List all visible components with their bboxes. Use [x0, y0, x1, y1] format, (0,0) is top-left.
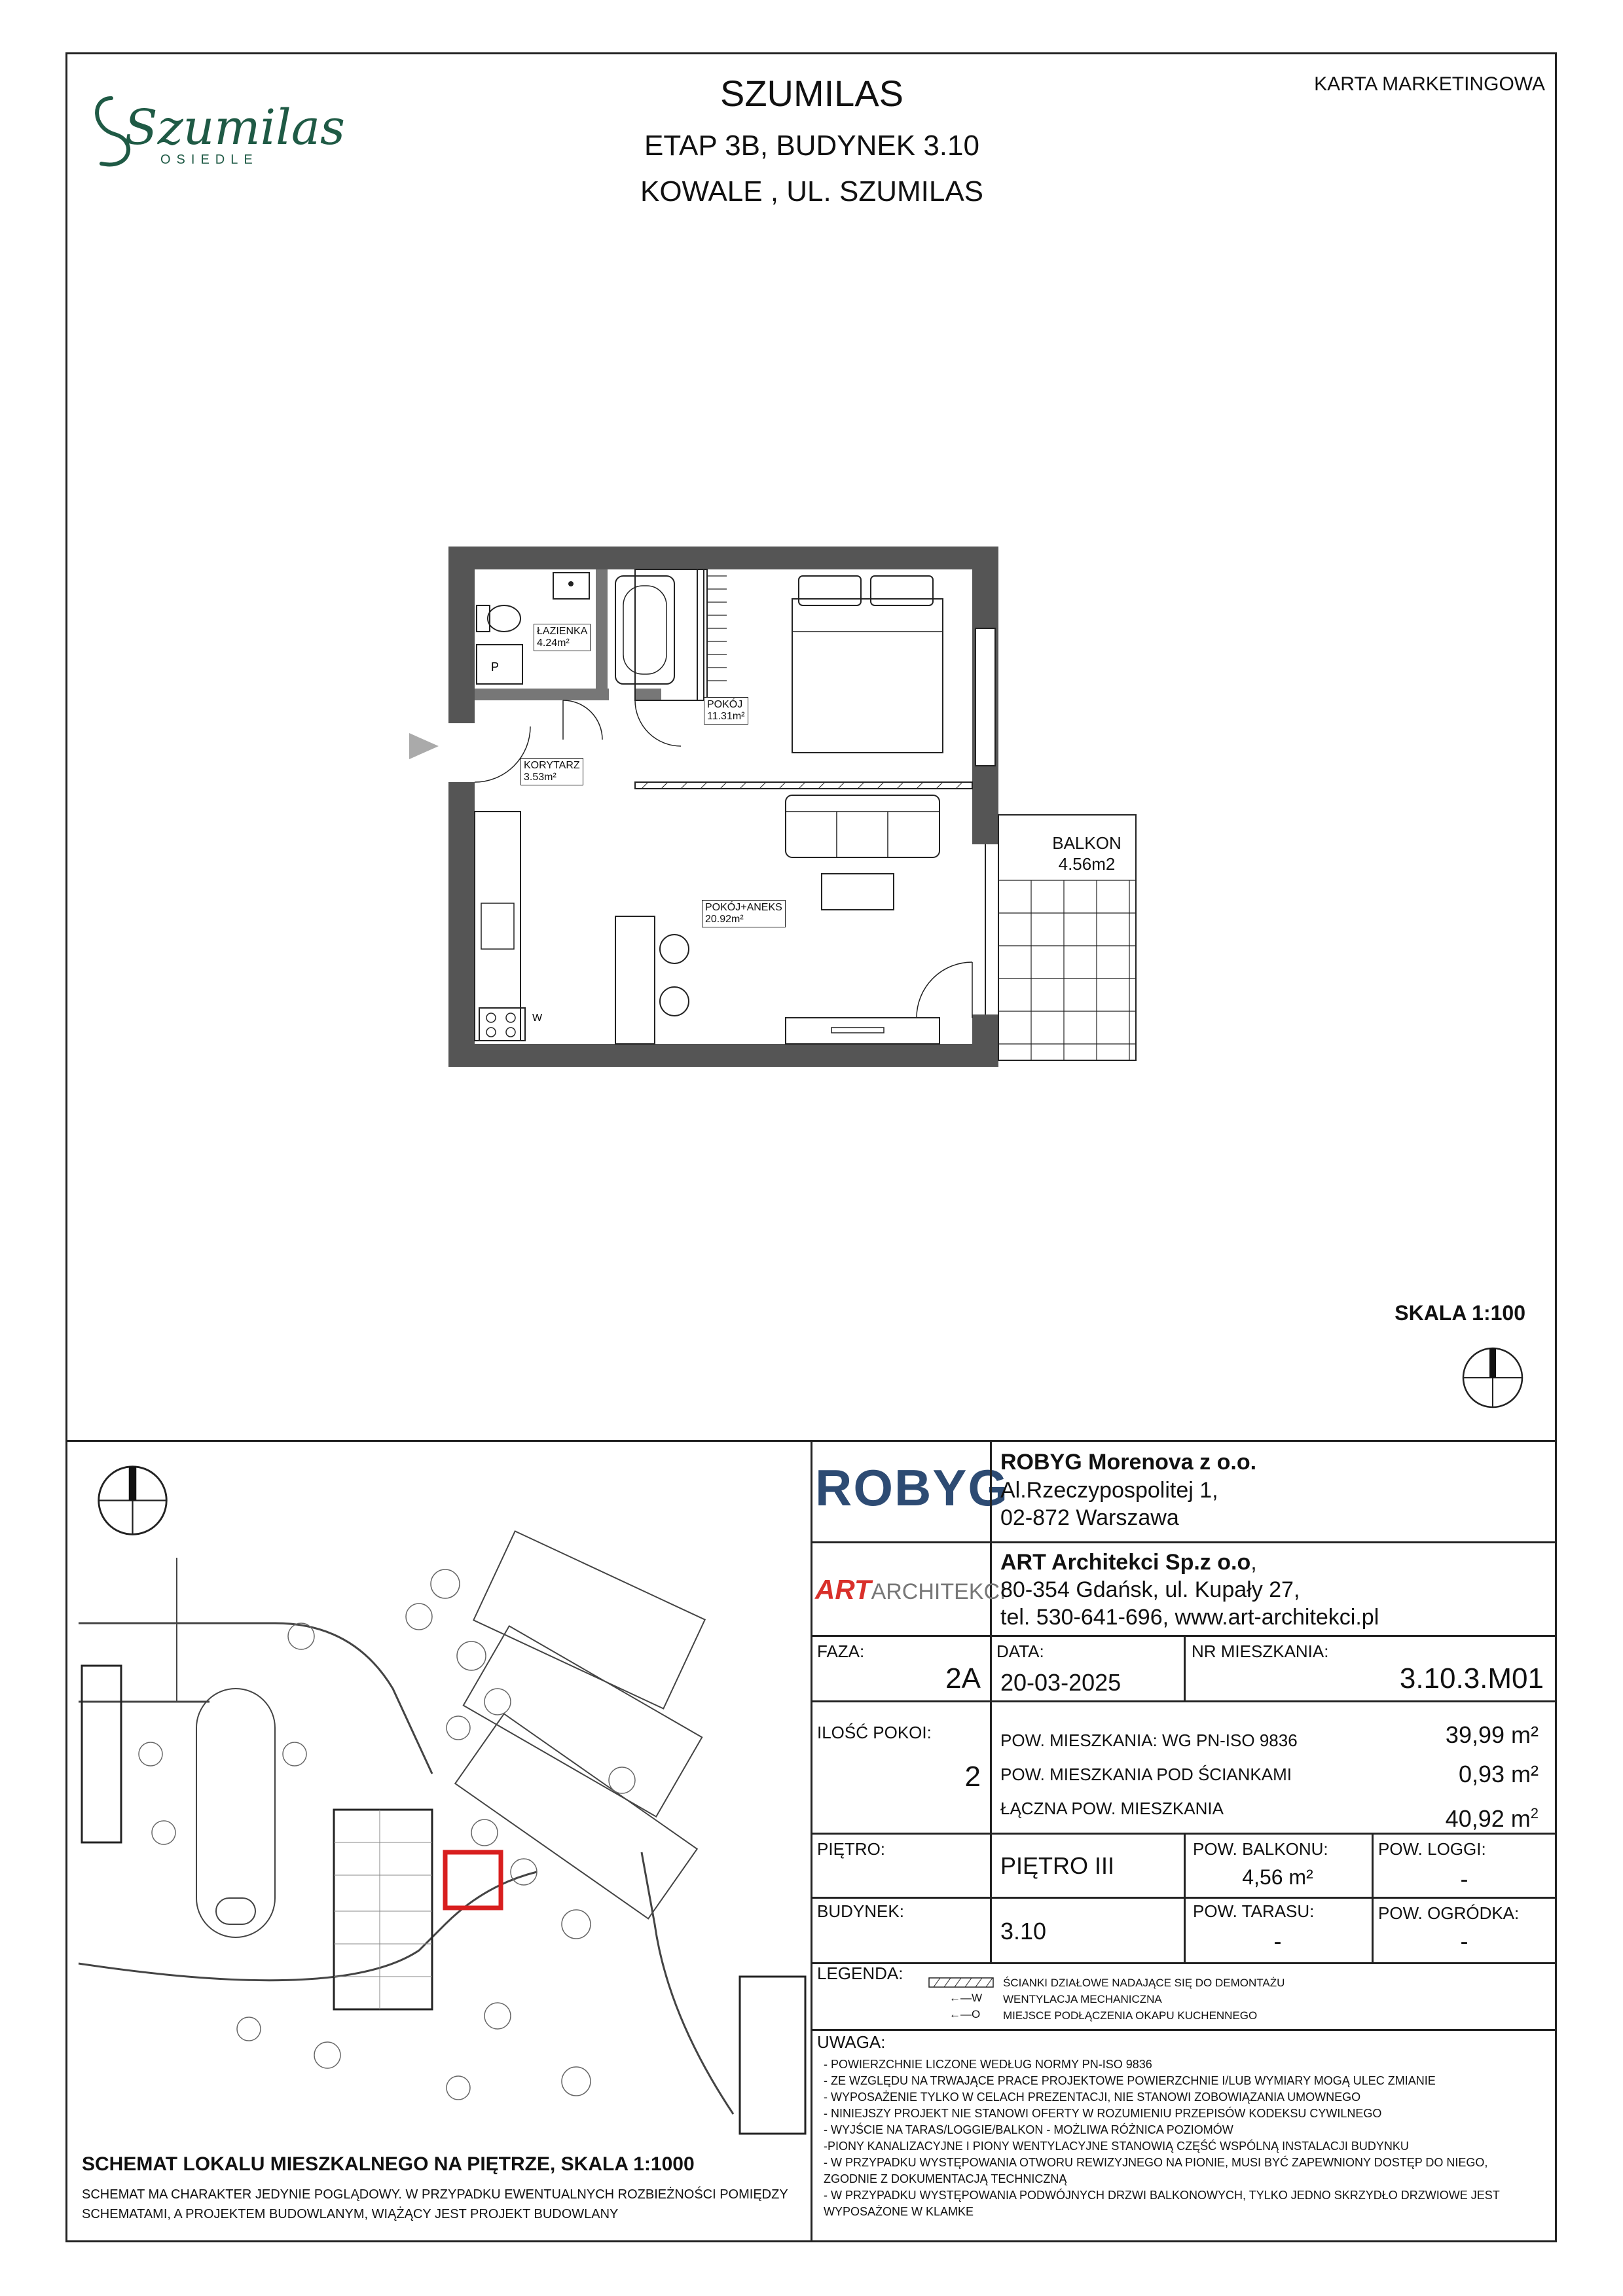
bar-stool: [660, 987, 689, 1016]
legend-symbol-hood: ←—O: [949, 2008, 981, 2020]
legend-item-hood: MIEJSCE PODŁĄCZENIA OKAPU KUCHENNEGO: [1003, 2009, 1258, 2022]
investor-name: ROBYG Morenova z o.o.: [1000, 1450, 1257, 1475]
note-item: ZGODNIE Z DOKUMENTACJĄ TECHNICZNĄ: [824, 2172, 1067, 2185]
architect-address: 80-354 Gdańsk, ul. Kupały 27,: [1000, 1577, 1300, 1602]
note-item: -PIONY KANALIZACYJNE I PIONY WENTYLACYJNE STANOWIĄ CZĘŚĆ WSPÓLNĄ INSTALACJI BUDYNKU: [824, 2140, 1409, 2153]
note-item: - WYJŚCIE NA TARAS/LOGGIE/BALKON - MOŻLIWA RÓŻNICA POZIOMÓW: [824, 2123, 1233, 2136]
note-item: WYPOSAŻONE W KLAMKE: [824, 2205, 974, 2218]
art-architekci-logo: ARTARCHITEKCI: [815, 1574, 1006, 1605]
site-plan-disclaimer-2: SCHEMATAMI, A PROJEKTEM BUDOWLANYM, WIĄŻĄCY JEST PROJEKT BUDOWLANY: [82, 2207, 619, 2221]
sofa: [786, 795, 939, 857]
budynek-label: BUDYNEK:: [817, 1901, 904, 1921]
wall-top: [448, 547, 998, 569]
wall-bath-bottom: [475, 689, 609, 700]
divider-investor: [811, 1541, 1557, 1543]
project-title: SZUMILAS: [720, 73, 904, 114]
hatch-symbol-icon: [928, 1977, 994, 1990]
legend-item-ventilation: WENTYLACJA MECHANICZNA: [1003, 1993, 1162, 2005]
legend-label: LEGENDA:: [817, 1964, 903, 1983]
logo-subtext: OSIEDLE: [160, 152, 259, 167]
divider-row-1: [811, 1700, 1557, 1702]
pow-mieszkania-label: POW. MIESZKANIA: WG PN-ISO 9836: [1000, 1731, 1298, 1750]
site-plan-caption: SCHEMAT LOKALU MIESZKALNEGO NA PIĘTRZE, SKALA 1:1000: [82, 2153, 695, 2175]
data-value: 20-03-2025: [1000, 1669, 1122, 1696]
pietro-label: PIĘTRO:: [817, 1839, 886, 1859]
investor-address-1: Al.Rzeczypospolitej 1,: [1000, 1478, 1218, 1503]
balcony-label: BALKON 4.56m2: [1052, 833, 1122, 874]
site-plan-schematic: [79, 1558, 811, 2147]
taras-label: POW. TARASU:: [1193, 1901, 1315, 1921]
room-label-living-kitchen: POKÓJ+ANEKS 20.92m²: [702, 900, 786, 927]
szumilas-logo: [85, 72, 345, 190]
entrance-arrow: [409, 733, 439, 759]
investor-address-2: 02-872 Warszawa: [1000, 1505, 1179, 1530]
site-plan-disclaimer-1: SCHEMAT MA CHARAKTER JEDYNIE POGLĄDOWY. W PRZYPADKU EWENTUALNYCH ROZBIEŻNOŚCI POMIĘDZY: [82, 2187, 788, 2202]
laczna-pow-label: ŁĄCZNA POW. MIESZKANIA: [1000, 1799, 1224, 1818]
card-type: KARTA MARKETINGOWA: [1314, 73, 1545, 95]
ogrodek-value: -: [1460, 1928, 1468, 1954]
legend-item-partitions: ŚCIANKI DZIAŁOWE NADAJĄCE SIĘ DO DEMONTAŻU: [1003, 1977, 1285, 1989]
bathtub: [615, 576, 674, 684]
laczna-pow-value: 40,92 $m^2$: [1445, 1805, 1539, 1832]
notes-list: [824, 2056, 1544, 2220]
bed: [792, 599, 943, 753]
note-item: - W PRZYPADKU WYSTĘPOWANIA PODWÓJNYCH DRZWI BALKONOWYCH, TYLKO JEDNO SKRZYDŁO DRZWIOWE JEST: [824, 2189, 1500, 2202]
room-label-bedroom: POKÓJ 11.31m²: [704, 697, 748, 725]
wall-bath-right: [596, 569, 608, 700]
balkon-value: 4,56 m²: [1242, 1865, 1313, 1889]
faza-value: 2A: [945, 1662, 981, 1695]
pietro-value: PIĘTRO III: [1000, 1852, 1115, 1879]
loggia-value: -: [1460, 1865, 1468, 1892]
divider-logo-column: [990, 1440, 992, 1635]
cooktop: [479, 1008, 525, 1041]
kitchen-island: [615, 916, 655, 1044]
pokoje-value: 2: [964, 1761, 981, 1793]
wall-bottom: [448, 1044, 998, 1067]
notes-label: UWAGA:: [817, 2032, 886, 2052]
room-label-corridor: KORYTARZ 3.53m²: [520, 758, 583, 785]
coffee-table: [822, 874, 894, 910]
legend-symbol-vent: ←—W: [949, 1992, 983, 2004]
ogrodek-label: POW. OGRÓDKA:: [1378, 1903, 1520, 1923]
scale-label: SKALA 1:100: [1395, 1301, 1525, 1325]
wall-left: [448, 547, 475, 1067]
shaft: [477, 645, 522, 684]
loggia-label: POW. LOGGI:: [1378, 1839, 1486, 1859]
stage-building: ETAP 3B, BUDYNEK 3.10: [644, 130, 979, 162]
note-item: - POWIERZCHNIE LICZONE WEDŁUG NORMY PN-ISO 9836: [824, 2058, 1152, 2071]
svg-text:W: W: [532, 1013, 543, 1024]
apartment-floor-plan: [399, 537, 1146, 1086]
apartment-number: 3.10.3.M01: [1399, 1662, 1544, 1695]
logo-text: Szumilas: [124, 99, 345, 156]
architect-name: ART Architekci Sp.z o.o,: [1000, 1550, 1257, 1575]
north-arrow-icon: [1460, 1345, 1525, 1410]
robyg-logo: ROBYG: [815, 1459, 1010, 1516]
pow-mieszkania-value: 39,99 m²: [1445, 1721, 1539, 1748]
window-bedroom: [976, 628, 995, 766]
balkon-label: POW. BALKONU:: [1193, 1839, 1328, 1859]
location: KOWALE , UL. SZUMILAS: [640, 175, 984, 207]
room-label-bathroom: ŁAZIENKA 4.24m²: [534, 624, 591, 651]
divider-info-panel: [811, 1440, 812, 2242]
divider-row-5: [811, 2029, 1557, 2031]
pow-pod-sciankami-label: POW. MIESZKANIA POD ŚCIANKAMI: [1000, 1765, 1292, 1784]
note-item: - ZE WZGLĘDU NA TRWAJĄCE PRACE PROJEKTOWE POWIERZCHNIE I/LUB WYMIARY MOGĄ ULEC ZMIANIE: [824, 2074, 1436, 2087]
svg-text:P: P: [491, 660, 500, 673]
bar-stool: [660, 935, 689, 963]
taras-value: -: [1273, 1928, 1282, 1954]
divider-row-4: [811, 1962, 1557, 1964]
budynek-value: 3.10: [1000, 1918, 1047, 1945]
pow-pod-sciankami-value: 0,93 m²: [1458, 1761, 1539, 1787]
site-north-arrow-icon: [95, 1463, 170, 1538]
nr-label: NR MIESZKANIA:: [1192, 1641, 1329, 1661]
divider-row-3: [811, 1897, 1557, 1899]
divider-col-a: [990, 1635, 992, 1962]
divider-col-b: [1184, 1635, 1186, 1700]
note-item: - NINIEJSZY PROJEKT NIE STANOWI OFERTY W ROZUMIENIU PRZEPISÓW KODEKSU CYWILNEGO: [824, 2107, 1382, 2120]
partition-demountable: [635, 782, 972, 789]
pokoje-label: ILOŚĆ POKOI:: [817, 1723, 932, 1742]
note-item: - WYPOSAŻENIE TYLKO W CELACH PREZENTACJI, NIE STANOWI ZOBOWIĄZANIA UMOWNEGO: [824, 2090, 1361, 2104]
note-item: - W PRZYPADKU WYSTĘPOWANIA OTWORU REWIZYJNEGO NA PIONIE, MUSI BYĆ ZAPEWNIONY DOSTĘP DO NIEGO,: [824, 2156, 1488, 2169]
architect-contact: tel. 530-641-696, www.art-architekci.pl: [1000, 1605, 1379, 1630]
tv-unit: [786, 1018, 939, 1044]
faza-label: FAZA:: [817, 1641, 865, 1661]
data-label: DATA:: [996, 1641, 1044, 1661]
